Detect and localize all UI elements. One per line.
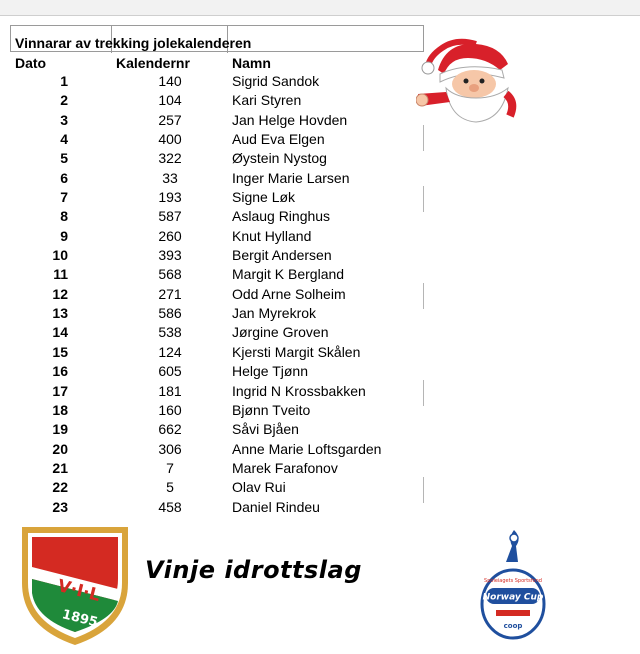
row-kalendernr: 260 (158, 227, 182, 244)
row-kalendernr: 124 (158, 343, 182, 360)
row-dato: 3 (60, 111, 68, 128)
table-row (0, 342, 430, 361)
table-row (0, 458, 430, 477)
table-row (0, 439, 430, 458)
row-kalendernr: 140 (158, 73, 182, 89)
row-dato: 2 (60, 92, 68, 109)
row-dato: 12 (52, 285, 68, 302)
row-kalendernr: 271 (158, 285, 182, 302)
row-dato: 8 (60, 208, 68, 225)
row-namn: Aud Eva Elgen (232, 131, 325, 148)
table-row (0, 303, 430, 322)
row-kalendernr: 104 (158, 92, 182, 109)
top-toolbar-strip (0, 0, 640, 16)
row-kalendernr: 538 (158, 324, 182, 341)
row-dato: 4 (60, 131, 68, 148)
row-namn: Bjønn Tveito (232, 401, 311, 418)
row-dato: 16 (52, 363, 68, 380)
row-dato: 22 (52, 479, 68, 496)
row-namn: Kjersti Margit Skålen (232, 343, 361, 360)
row-namn: Øystein Nystog (232, 150, 327, 167)
row-namn: Anne Marie Loftsgarden (232, 440, 382, 457)
table-row (0, 226, 430, 245)
table-row (0, 187, 430, 206)
row-dato: 1 (60, 73, 68, 89)
row-dato: 18 (52, 401, 68, 418)
vil-logo-letters: V·I·L (55, 576, 103, 606)
table-row (0, 245, 430, 264)
table-row (0, 322, 430, 341)
row-namn: Daniel Rindeu (232, 498, 320, 515)
row-kalendernr: 400 (158, 131, 182, 148)
row-namn: Jørgine Groven (232, 324, 329, 341)
row-kalendernr: 7 (166, 459, 174, 476)
santa-claus-icon (416, 36, 520, 124)
table-row (0, 148, 430, 167)
row-dato: 9 (60, 227, 68, 244)
row-namn: Helge Tjønn (232, 363, 309, 380)
sheet-title: Vinnarar av trekking jolekalenderen (15, 35, 252, 51)
column-header-namn: Namn (232, 55, 271, 71)
row-kalendernr: 322 (158, 150, 182, 167)
table-row (0, 497, 430, 516)
row-dato: 19 (52, 421, 68, 438)
row-namn: Signe Løk (232, 189, 296, 206)
row-kalendernr: 257 (158, 111, 182, 128)
cup-logo-main-text: Norway Cup (482, 592, 544, 603)
row-kalendernr: 586 (158, 305, 182, 322)
table-row (0, 264, 430, 283)
row-namn: Margit K Bergland (232, 266, 345, 283)
row-kalendernr: 33 (162, 169, 178, 186)
row-dato: 20 (52, 440, 68, 457)
table-row (0, 90, 430, 109)
table-row (0, 168, 430, 187)
row-namn: Odd Arne Solheim (232, 285, 346, 302)
row-namn: Marek Farafonov (232, 459, 338, 476)
row-dato: 6 (60, 169, 68, 186)
row-namn: Ingrid N Krossbakken (232, 382, 366, 399)
row-dato: 5 (60, 150, 68, 167)
row-kalendernr: 181 (158, 382, 182, 399)
row-namn: Aslaug Ringhus (232, 208, 331, 225)
club-name: Vinje idrottslag (145, 556, 362, 584)
table-row (0, 110, 430, 129)
row-kalendernr: 5 (166, 479, 174, 496)
row-kalendernr: 458 (158, 498, 182, 515)
row-dato: 15 (52, 343, 68, 360)
row-kalendernr: 568 (158, 266, 182, 283)
vil-logo-year: 1895 (60, 607, 100, 631)
row-kalendernr: 605 (158, 363, 182, 380)
column-header-dato: Dato (15, 55, 47, 71)
row-dato: 23 (52, 498, 68, 515)
row-namn: Såvi Bjåen (232, 421, 299, 438)
row-namn: Inger Marie Larsen (232, 169, 350, 186)
row-namn: Jan Myrekrok (232, 305, 317, 322)
table-row (0, 361, 430, 380)
table-row (0, 419, 430, 438)
norway-cup-logo (478, 528, 548, 640)
row-kalendernr: 662 (158, 421, 182, 438)
row-namn: Sigrid Sandok (232, 73, 320, 89)
cup-logo-bottom-text: coop (503, 622, 523, 630)
table-row (0, 400, 430, 419)
table-row (0, 477, 430, 496)
row-namn: Jan Helge Hovden (232, 111, 348, 128)
row-dato: 11 (53, 266, 68, 283)
row-dato: 21 (52, 459, 68, 476)
row-namn: Knut Hylland (232, 227, 312, 244)
row-kalendernr: 306 (158, 440, 182, 457)
table-row (0, 206, 430, 225)
row-kalendernr: 587 (158, 208, 182, 225)
cup-logo-top-text: Spoleiagets Sportsfond (484, 578, 542, 584)
row-namn: Olav Rui (232, 479, 286, 496)
row-dato: 14 (52, 324, 68, 341)
row-namn: Kari Styren (232, 92, 302, 109)
row-kalendernr: 393 (158, 247, 182, 264)
row-dato: 7 (60, 189, 68, 206)
row-kalendernr: 193 (158, 189, 182, 206)
vil-club-logo (18, 523, 132, 647)
row-namn: Bergit Andersen (232, 247, 332, 264)
table-row (0, 284, 430, 303)
row-dato: 10 (52, 247, 68, 264)
row-dato: 13 (52, 305, 68, 322)
winners-table (0, 71, 430, 516)
row-kalendernr: 160 (158, 401, 182, 418)
table-row (0, 129, 430, 148)
row-dato: 17 (52, 382, 68, 399)
column-header-kalendernr: Kalendernr (116, 55, 190, 71)
table-row (0, 71, 430, 90)
table-row (0, 381, 430, 400)
